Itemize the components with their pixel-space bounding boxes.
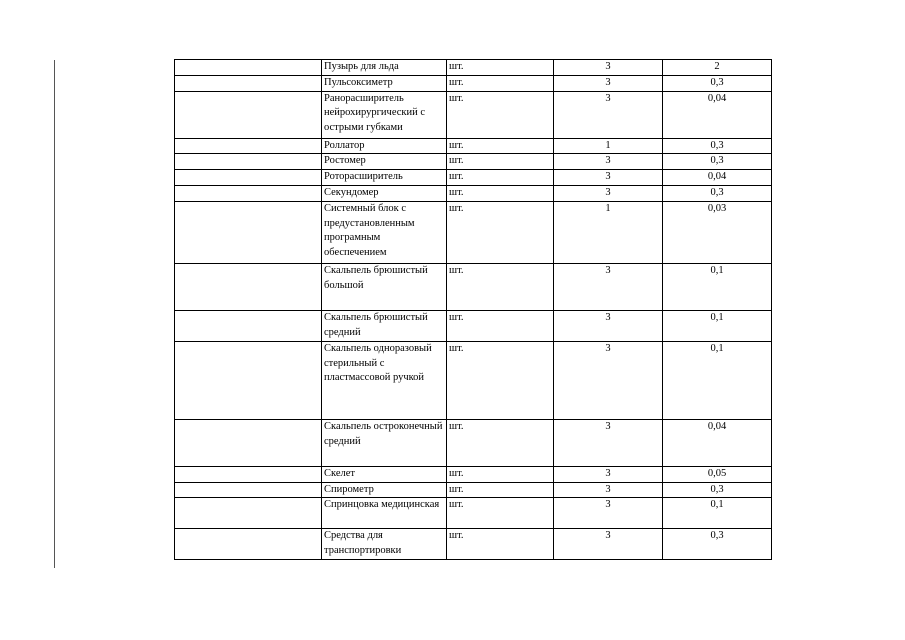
quantity-cell: 3 xyxy=(554,482,663,498)
unit-cell: шт. xyxy=(447,60,554,76)
unit-cell: шт. xyxy=(447,263,554,310)
item-name-cell: Секундомер xyxy=(322,185,447,201)
quantity-cell: 3 xyxy=(554,466,663,482)
item-name-cell: Скальпель брюшистый большой xyxy=(322,263,447,310)
table-row xyxy=(175,482,772,498)
item-name-cell: Пульсоксиметр xyxy=(322,75,447,91)
empty-cell xyxy=(175,263,322,310)
empty-cell xyxy=(175,482,322,498)
item-name-cell: Спирометр xyxy=(322,482,447,498)
value-cell: 0,3 xyxy=(663,185,772,201)
equipment-table-body xyxy=(175,60,772,560)
unit-cell: шт. xyxy=(447,529,554,560)
item-name-cell: Средства для транспортировки xyxy=(322,529,447,560)
table-row xyxy=(175,498,772,529)
unit-cell: шт. xyxy=(447,482,554,498)
item-name-cell: Ранорасширитель нейрохирургический с острыми губками xyxy=(322,91,447,138)
table-row xyxy=(175,201,772,263)
quantity-cell: 1 xyxy=(554,201,663,263)
quantity-cell: 3 xyxy=(554,185,663,201)
table-row xyxy=(175,75,772,91)
table-row xyxy=(175,138,772,154)
item-name-cell: Скальпель остроконечный средний xyxy=(322,419,447,466)
value-cell: 0,3 xyxy=(663,482,772,498)
item-name-cell: Ростомер xyxy=(322,154,447,170)
unit-cell: шт. xyxy=(447,138,554,154)
unit-cell: шт. xyxy=(447,419,554,466)
value-cell: 2 xyxy=(663,60,772,76)
value-cell: 0,1 xyxy=(663,310,772,341)
empty-cell xyxy=(175,529,322,560)
empty-cell xyxy=(175,91,322,138)
unit-cell: шт. xyxy=(447,466,554,482)
value-cell: 0,03 xyxy=(663,201,772,263)
empty-cell xyxy=(175,138,322,154)
unit-cell: шт. xyxy=(447,310,554,341)
unit-cell: шт. xyxy=(447,341,554,419)
quantity-cell: 3 xyxy=(554,75,663,91)
unit-cell: шт. xyxy=(447,75,554,91)
item-name-cell: Роллатор xyxy=(322,138,447,154)
value-cell: 0,05 xyxy=(663,466,772,482)
equipment-table xyxy=(174,59,772,560)
item-name-cell: Скальпель одноразовый стерильный с пластмассовой ручкой xyxy=(322,341,447,419)
table-row xyxy=(175,529,772,560)
empty-cell xyxy=(175,419,322,466)
quantity-cell: 3 xyxy=(554,310,663,341)
quantity-cell: 3 xyxy=(554,498,663,529)
quantity-cell: 3 xyxy=(554,419,663,466)
unit-cell: шт. xyxy=(447,498,554,529)
empty-cell xyxy=(175,185,322,201)
table-row xyxy=(175,60,772,76)
value-cell: 0,04 xyxy=(663,91,772,138)
value-cell: 0,04 xyxy=(663,419,772,466)
value-cell: 0,04 xyxy=(663,170,772,186)
quantity-cell: 3 xyxy=(554,154,663,170)
quantity-cell: 3 xyxy=(554,341,663,419)
item-name-cell: Системный блок с предустановленным програмным обеспечением xyxy=(322,201,447,263)
value-cell: 0,1 xyxy=(663,341,772,419)
table-row xyxy=(175,185,772,201)
table-row xyxy=(175,341,772,419)
quantity-cell: 3 xyxy=(554,170,663,186)
empty-cell xyxy=(175,201,322,263)
value-cell: 0,1 xyxy=(663,498,772,529)
table-row xyxy=(175,263,772,310)
empty-cell xyxy=(175,466,322,482)
quantity-cell: 3 xyxy=(554,529,663,560)
quantity-cell: 3 xyxy=(554,91,663,138)
quantity-cell: 1 xyxy=(554,138,663,154)
value-cell: 0,3 xyxy=(663,154,772,170)
table-row xyxy=(175,154,772,170)
item-name-cell: Роторасширитель xyxy=(322,170,447,186)
unit-cell: шт. xyxy=(447,154,554,170)
item-name-cell: Спринцовка медицинская xyxy=(322,498,447,529)
unit-cell: шт. xyxy=(447,91,554,138)
empty-cell xyxy=(175,498,322,529)
table-row xyxy=(175,170,772,186)
quantity-cell: 3 xyxy=(554,263,663,310)
empty-cell xyxy=(175,154,322,170)
table-row xyxy=(175,310,772,341)
item-name-cell: Скальпель брюшистый средний xyxy=(322,310,447,341)
value-cell: 0,1 xyxy=(663,263,772,310)
quantity-cell: 3 xyxy=(554,60,663,76)
value-cell: 0,3 xyxy=(663,138,772,154)
value-cell: 0,3 xyxy=(663,75,772,91)
empty-cell xyxy=(175,75,322,91)
empty-cell xyxy=(175,170,322,186)
item-name-cell: Пузырь для льда xyxy=(322,60,447,76)
empty-cell xyxy=(175,341,322,419)
table-row xyxy=(175,466,772,482)
empty-cell xyxy=(175,60,322,76)
item-name-cell: Скелет xyxy=(322,466,447,482)
value-cell: 0,3 xyxy=(663,529,772,560)
left-margin-line xyxy=(54,60,55,568)
unit-cell: шт. xyxy=(447,170,554,186)
table-row xyxy=(175,91,772,138)
table-row xyxy=(175,419,772,466)
empty-cell xyxy=(175,310,322,341)
unit-cell: шт. xyxy=(447,185,554,201)
unit-cell: шт. xyxy=(447,201,554,263)
